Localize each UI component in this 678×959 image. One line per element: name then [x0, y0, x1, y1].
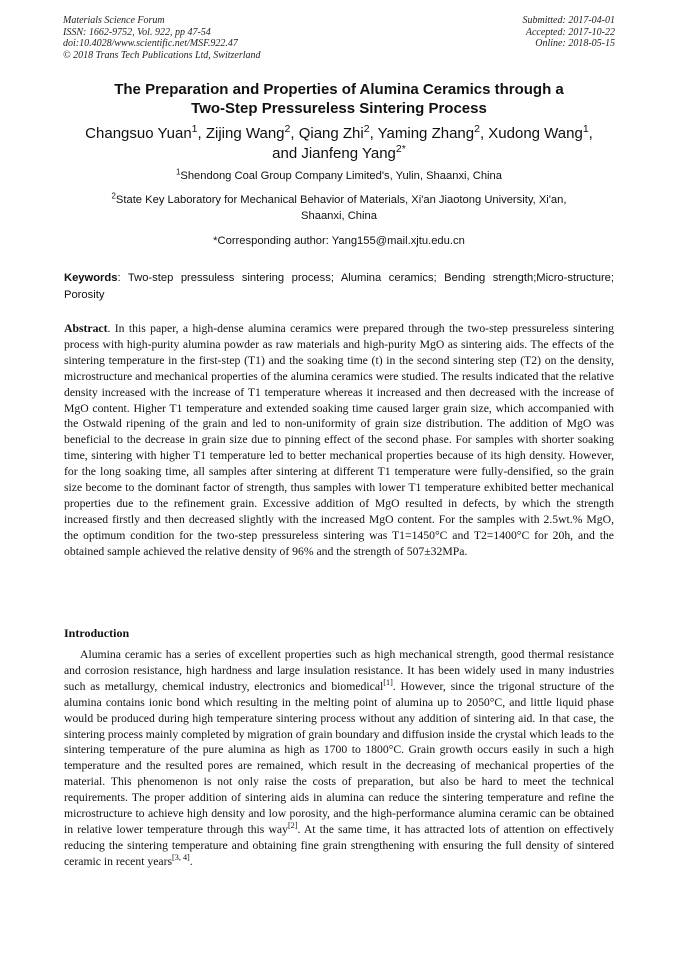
- affiliation-1: [60, 168, 618, 184]
- author-separator: ,: [588, 125, 593, 142]
- journal-header-left: [63, 15, 261, 61]
- intro-text: Alumina ceramic has a series of excellent properties such as high mechanical strength, good thermal resistance and corrosion resistance, high hardness and large insulation resistance. It has been widely used in many industries such as metallurgy, chemical industry, electronics and biomedical: [64, 648, 614, 693]
- title-line-1: The Preparation and Properties of Alumina Ceramics through a: [114, 81, 564, 98]
- paper-title: [40, 80, 638, 118]
- keywords-block: [64, 270, 614, 304]
- citation-ref[interactable]: [3, 4]: [172, 852, 190, 862]
- online-date: Online: 2018-05-15: [535, 38, 615, 49]
- intro-text: .: [189, 854, 193, 868]
- abstract-label: Abstract: [64, 322, 108, 335]
- author-affiliation-mark: 2: [363, 123, 370, 135]
- author-name: Zijing Wang: [205, 125, 285, 142]
- author-affiliation-mark: 1: [191, 123, 198, 135]
- author-affiliation-mark: 2: [284, 123, 291, 135]
- issn-line: ISSN: 1662-9752, Vol. 922, pp 47-54: [63, 26, 211, 38]
- author-name: Yaming Zhang: [377, 125, 475, 142]
- citation-ref[interactable]: [1]: [383, 677, 393, 687]
- abstract-text: . In this paper, a high-dense alumina ceramics were prepared through the two-step pressureless sintering process with high-purity alumina powder as raw materials and high-purity MgO as sintering aids. The effects of the sintering temperature in the first-step (T1) and the soaking time (t) in the second sintering step (T2) on the density, microstructure and mechanical properties of the alumina ceramics were studied. The results indicated that the relative density increased with the increase of T1 temperature whereas it increased and then decreased with the increase of MgO content. Higher T1 temperature and extended soaking time caused larger grain size, which accompanied with the Ostwald ripening of the grain and led to non-uniformity of grain size distribution. The addition of MgO was beneficial to the decrease in grain size due to pinning effect of the second phase. For samples with shorter soaking time, sintering with higher T1 temperature led to better mechanical properties because of its high density. However, for the long soaking time, all samples after sintering at different T1 temperature were fully-densified, so the grain size become to the dominant factor of strength, thus samples with lower T1 temperature exhibited better mechanical properties due to the refinement grain. Excessive addition of MgO resulted in defects, by which the strength increased firstly and then decreased slightly with the increased MgO content. For the samples with 2.5wt.% MgO, the optimum condition for the two-step pressureless sintering was T1=1450°C and T2=1400°C for 20h, and the obtained sample achieved the relative density of 96% and the strength of 507±32MPa.: [64, 322, 614, 558]
- author-list: [40, 124, 638, 164]
- author-name: Qiang Zhi: [298, 125, 364, 142]
- introduction-heading: Introduction: [64, 626, 130, 640]
- affiliation-mark: 1: [176, 167, 181, 177]
- affiliation-text: State Key Laboratory for Mechanical Behavior of Materials, Xi'an Jiaotong University, Xi'an,: [115, 194, 567, 206]
- author-separator: ,: [290, 125, 299, 142]
- doi-line: doi:10.4028/www.scientific.net/MSF.922.47: [63, 38, 238, 49]
- corresponding-author: *Corresponding author: Yang155@mail.xjtu.edu.cn: [213, 235, 465, 247]
- abstract-paragraph: [64, 321, 614, 560]
- author-name: Changsuo Yuan: [85, 125, 192, 142]
- keywords-label: Keywords: [64, 272, 118, 284]
- copyright-line: © 2018 Trans Tech Publications Ltd, Switzerland: [63, 49, 261, 61]
- intro-text: . However, since the trigonal structure of the alumina contains ionic bond which resulting in the melting point of alumina up to 2050°C, and little liquid phase would be produced during high temperature sintering process without any addition of sintering aid. In that case, the sintering process mainly completed by migration of grain boundary and diffusion inside the crystal which leads to the sintering temperature of the pure alumina as high as 1700 to 1800°C. Grain growth occurs easily in such a high temperature and the resulted pores are remained, which result in the decreasing of mechanical properties of the material. This phenomenon is not only raise the costs of preparation, but also be hard to meet the technical requirements. The proper addition of sintering aids in alumina can reduce the sintering temperature and refine the microstructure to achieve high density and low porosity, and the high-performance alumina ceramic can be obtained in relative lower temperature through this way: [64, 679, 615, 836]
- author-affiliation-mark: 2*: [395, 143, 406, 155]
- affiliation-2: [60, 192, 618, 224]
- journal-name: Materials Science Forum: [63, 15, 165, 26]
- affiliation-text: Shendong Coal Group Company Limited's, Yulin, Shaanxi, China: [180, 170, 502, 182]
- author-separator: ,: [369, 125, 378, 142]
- author-affiliation-mark: 2: [474, 123, 480, 135]
- title-line-2: Two-Step Pressureless Sintering Process: [191, 100, 487, 117]
- accepted-date: Accepted: 2017-10-22: [525, 26, 615, 38]
- affiliation-mark: 2: [111, 191, 116, 201]
- author-separator: ,: [197, 125, 206, 142]
- journal-header-right: [523, 15, 616, 50]
- affiliation-text: Shaanxi, China: [301, 210, 377, 222]
- citation-ref[interactable]: [2]: [287, 821, 298, 831]
- keywords-text: : Two-step pressuless sintering process; Alumina ceramics; Bending strength;Micro-structure; Porosity: [64, 272, 614, 301]
- author-affiliation-mark: 1: [582, 123, 589, 135]
- author-name: and Jianfeng Yang: [272, 145, 396, 162]
- author-name: Xudong Wang: [488, 125, 583, 142]
- author-separator: ,: [479, 125, 489, 142]
- submitted-date: Submitted: 2017-04-01: [522, 15, 615, 26]
- introduction-paragraph: [64, 647, 614, 870]
- intro-text: . At the same time, it has attracted lots of attention on effectively reducing the sintering temperature and obtaining fine grain strengthening with ensuring the full density of sintered ceramic in recent years: [64, 822, 614, 868]
